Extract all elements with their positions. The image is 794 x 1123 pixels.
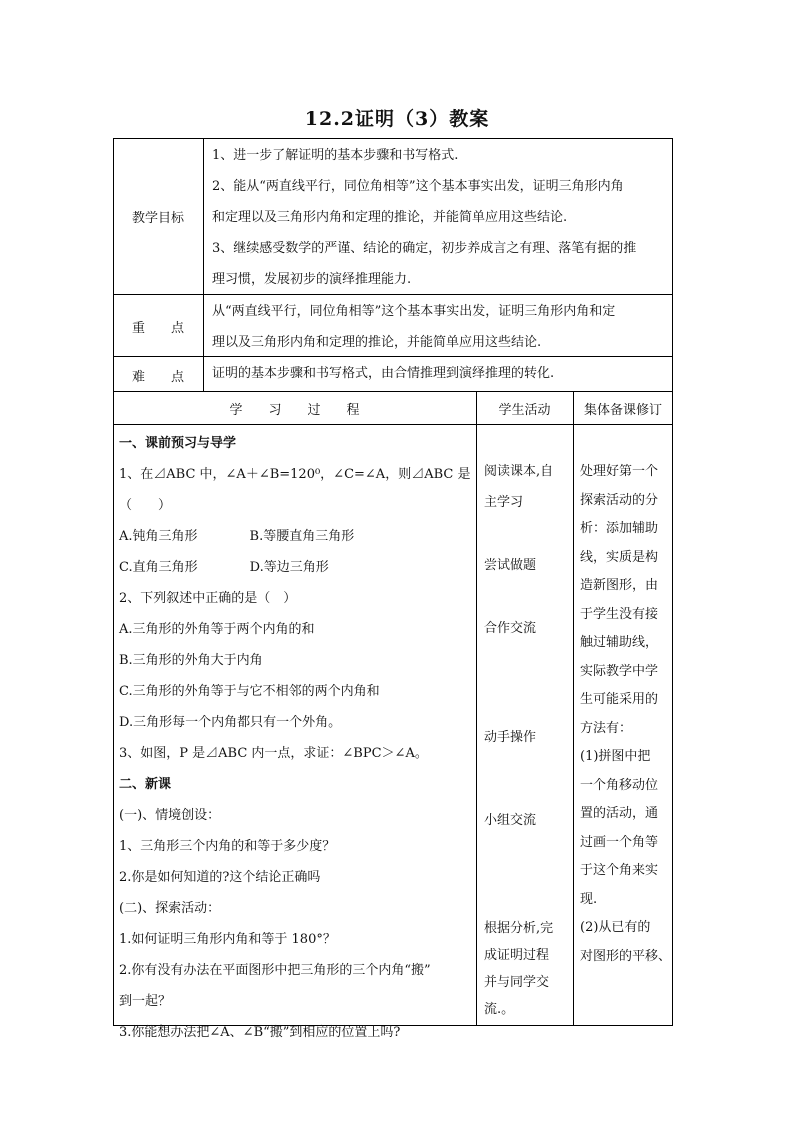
revision-line: 生可能采用的	[580, 692, 659, 707]
key-point-line: 理以及三角形内角和定理的推论，并能简单应用这些结论.	[212, 335, 542, 350]
student-activity: 尝试做题	[484, 558, 537, 573]
option-line: A.三角形的外角等于两个内角的和	[119, 622, 315, 637]
row-divider	[113, 391, 673, 392]
subsection-heading: (二)、探索活动：	[119, 901, 221, 916]
process-header: 学 习 过 程	[229, 403, 360, 418]
option-line: A.钝角三角形 B.等腰直角三角形	[119, 529, 355, 544]
subsection-heading: (一)、情境创设：	[119, 808, 221, 823]
question-line: （ ）	[119, 498, 172, 513]
student-activity: 主学习	[484, 495, 524, 510]
revision-line: 方法有：	[580, 720, 633, 736]
question-line: 1、在⊿ABC 中，∠A＋∠B=120⁰，∠C=∠A，则⊿ABC 是	[119, 467, 471, 482]
student-activity: 并与同学交	[484, 975, 550, 990]
question-line: 2.你有没有办法在平面图形中把三角形的三个内角“搬”	[119, 963, 431, 978]
section-heading: 二、新课	[119, 777, 172, 792]
revision-line: 现.	[580, 891, 598, 907]
revision-line: 置的活动，通	[580, 806, 659, 821]
objectives-line: 和定理以及三角形内角和定理的推论，并能简单应用这些结论.	[212, 210, 568, 225]
page-title: 12.2证明（3）教案	[304, 108, 490, 130]
student-activity: 流.。	[484, 1002, 515, 1017]
option-line: C.三角形的外角等于与它不相邻的两个内角和	[119, 684, 380, 699]
question-line: 1.如何证明三角形内角和等于 180°？	[119, 932, 336, 947]
revision-line: 造新图形，由	[580, 578, 659, 593]
difficulty-text	[212, 358, 668, 389]
revision-header: 集体备课修订	[583, 403, 662, 418]
key-point-text	[212, 296, 668, 358]
process-content	[119, 428, 471, 1048]
revision-line: 对图形的平移、	[580, 948, 672, 964]
revision-line: 于这个角来实	[580, 863, 659, 878]
revision-line: 实际教学中学	[580, 663, 659, 679]
objectives-text	[212, 140, 668, 295]
revision-line: 探索活动的分	[580, 492, 659, 508]
student-activity: 成证明过程	[484, 948, 550, 963]
revision-line: 过画一个角等	[580, 834, 659, 850]
column-divider	[476, 391, 477, 1026]
question-line: 2.你是如何知道的?这个结论正确吗	[119, 870, 321, 885]
key-point-line: 从“两直线平行，同位角相等”这个基本事实出发，证明三角形内角和定	[212, 304, 616, 319]
student-activity: 阅读课本,自	[484, 464, 554, 479]
objectives-line: 1、进一步了解证明的基本步骤和书写格式.	[212, 148, 459, 163]
option-line: D.三角形每一个内角都只有一个外角。	[119, 715, 342, 730]
objectives-line: 2、能从“两直线平行，同位角相等”这个基本事实出发，证明三角形内角	[212, 179, 624, 194]
student-activity: 根据分析,完	[484, 921, 554, 936]
revision-content	[580, 458, 672, 971]
student-activity: 小组交流	[484, 813, 537, 828]
column-divider	[203, 138, 204, 391]
key-point-label: 重 点	[131, 321, 184, 336]
option-line: B.三角形的外角大于内角	[119, 653, 263, 668]
objectives-line: 理习惯，发展初步的演绎推理能力.	[212, 272, 412, 287]
difficulty-line: 证明的基本步骤和书写格式，由合情推理到演绎推理的转化.	[212, 366, 555, 381]
question-line: 3、如图，P 是⊿ABC 内一点，求证：∠BPC＞∠A。	[119, 746, 428, 761]
student-activity-header: 学生活动	[498, 403, 551, 418]
question-line: 3.你能想办法把∠A、∠B“搬”到相应的位置上吗?	[119, 1025, 401, 1040]
question-line: 到一起？	[119, 994, 172, 1009]
revision-line: 一个角移动位	[580, 777, 659, 793]
revision-line: 析：添加辅助	[580, 521, 659, 536]
question-line: 2、下列叙述中正确的是（ ）	[119, 591, 297, 606]
revision-line: 线，实质是构	[580, 549, 659, 565]
row-divider	[113, 424, 673, 425]
objectives-line: 3、继续感受数学的严谨、结论的确定，初步养成言之有理、落笔有据的推	[212, 241, 637, 256]
revision-line: 触过辅助线，	[580, 635, 659, 650]
objectives-label: 教学目标	[131, 211, 184, 226]
section-heading: 一、课前预习与导学	[119, 436, 237, 451]
option-line: C.直角三角形 D.等边三角形	[119, 560, 329, 575]
student-activity: 合作交流	[484, 621, 537, 636]
column-divider	[573, 391, 574, 1026]
question-line: 1、三角形三个内角的和等于多少度？	[119, 839, 336, 854]
revision-line: (2)从已有的	[580, 920, 651, 935]
revision-line: 处理好第一个	[580, 464, 659, 479]
student-activity: 动手操作	[484, 730, 537, 745]
difficulty-label: 难 点	[131, 370, 184, 385]
revision-line: 于学生没有接	[580, 606, 659, 622]
revision-line: (1)拼图中把	[580, 749, 651, 764]
